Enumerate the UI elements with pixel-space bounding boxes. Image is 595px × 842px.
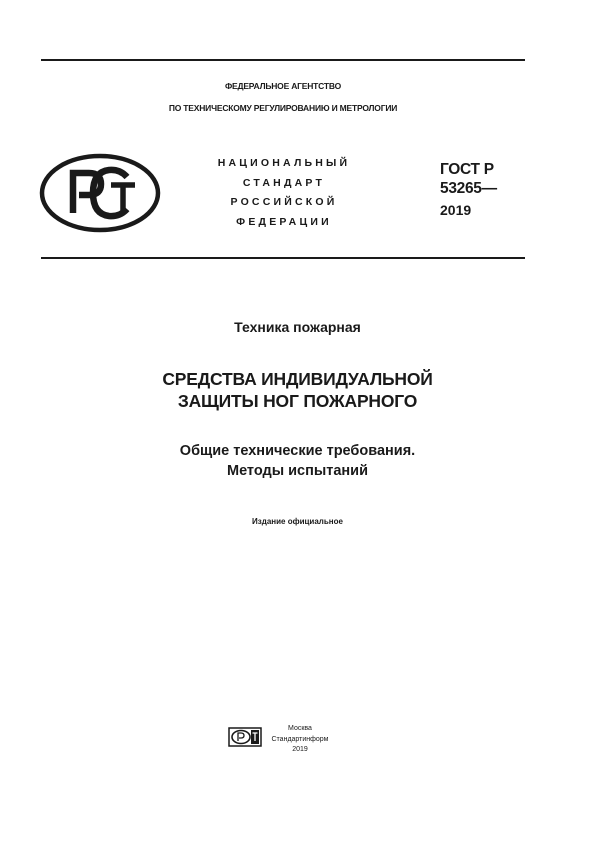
publisher-name: Стандартинформ	[271, 735, 329, 743]
standard-category: Техника пожарная	[234, 319, 361, 335]
standartinform-logo-icon	[228, 727, 262, 747]
publisher-imprint	[265, 724, 335, 756]
title-line: ЗАЩИТЫ НОГ ПОЖАРНОГО	[177, 391, 418, 411]
gost-number: 53265—	[440, 180, 497, 197]
national-line: НАЦИОНАЛЬНЫЙ	[217, 157, 351, 169]
document-subtitle	[0, 441, 595, 481]
publisher-year: 2019	[292, 746, 308, 753]
national-standard-label	[200, 154, 368, 232]
rst-mark-icon	[39, 153, 161, 233]
publisher-city: Москва	[288, 725, 312, 732]
national-line: РОССИЙСКОЙ	[230, 196, 338, 208]
subtitle-line: Общие технические требования.	[179, 443, 416, 459]
top-rule	[41, 59, 525, 61]
agency-line-1: ФЕДЕРАЛЬНОЕ АГЕНТСТВО	[224, 81, 342, 91]
agency-line-2: ПО ТЕХНИЧЕСКОМУ РЕГУЛИРОВАНИЮ И МЕТРОЛОГИИ	[168, 103, 398, 113]
gost-prefix: ГОСТ Р	[440, 161, 494, 178]
document-title	[0, 368, 595, 412]
subtitle-line: Методы испытаний	[226, 463, 368, 479]
title-line: СРЕДСТВА ИНДИВИДУАЛЬНОЙ	[162, 369, 433, 389]
edition-note: Издание официальное	[252, 517, 343, 526]
gost-designation	[440, 160, 497, 198]
national-line: СТАНДАРТ	[242, 176, 326, 189]
national-line: ФЕДЕРАЦИИ	[236, 215, 332, 228]
bottom-rule	[41, 257, 525, 259]
gost-year: 2019	[440, 202, 472, 218]
